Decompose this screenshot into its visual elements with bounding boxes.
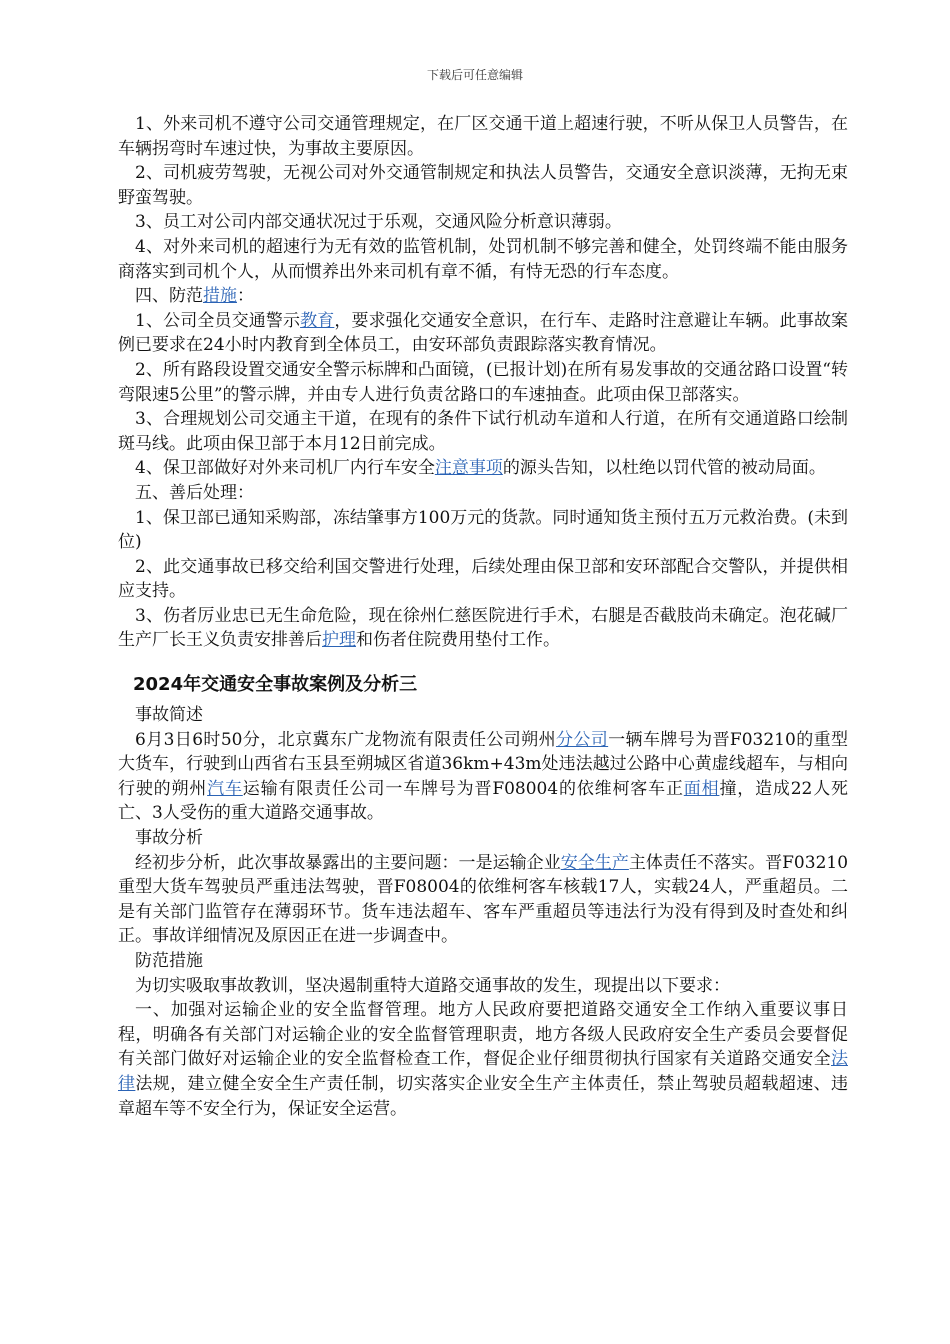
summary-text-c: 运输有限责任公司一车牌号为晋F08004的依维柯客车正 <box>242 778 684 799</box>
cause-2: 2、司机疲劳驾驶，无视公司对外交通管制规定和执法人员警告，交通安全意识淡薄，无拘无束野蛮驾驶。 <box>118 163 848 208</box>
link-nursing[interactable]: 护理 <box>322 630 356 651</box>
cause-1: 1、外来司机不遵守公司交通管理规定，在厂区交通干道上超速行驶，不听从保卫人员警告，在车辆拐弯时车速过快，为事故主要原因。 <box>118 114 848 159</box>
section-heading-prevention <box>118 284 848 309</box>
summary-text-b: 一辆车牌号为晋F03210的重型大货车，行驶到山西省右玉县至朔城区省道36km+43m处违法越过公路中心黄虚线超车，与相向行驶的朔州 <box>118 729 848 799</box>
section-heading-aftermath: 五、善后处理： <box>135 482 254 503</box>
aftermath-3 <box>118 604 848 653</box>
requirement-1-text-b: 法规，建立健全安全生产责任制，切实落实企业安全生产主体责任，禁止驾驶员超载超速、违章超车等不安全行为，保证安全运营。 <box>118 1073 848 1119</box>
subheading-prevention: 防范措施 <box>135 951 203 971</box>
summary-text-a: 6月3日6时50分，北京冀东广龙物流有限责任公司朔州 <box>135 729 556 750</box>
summary-paragraph <box>118 728 848 826</box>
aftermath-2: 2、此交通事故已移交给利国交警进行处理，后续处理由保卫部和安环部配合交警队，并提供相应支持。 <box>118 556 848 602</box>
link-branch-company[interactable]: 分公司 <box>555 729 609 750</box>
measure-4 <box>118 456 848 481</box>
heading-colon: ： <box>237 286 254 307</box>
cause-3: 3、员工对公司内部交通状况过于乐观，交通风险分析意识薄弱。 <box>135 212 622 233</box>
link-education[interactable]: 教育 <box>300 310 335 331</box>
measure-1-text-a: 1、公司全员交通警示 <box>135 310 301 331</box>
measure-2: 2、所有路段设置交通安全警示标牌和凸面镜，(已报计划)在所有易发事故的交通岔路口设置“转弯限速5公里”的警示牌，并由专人进行负责岔路口的车速抽查。此项由保卫部落实。 <box>118 359 848 405</box>
link-face[interactable]: 面相 <box>683 778 720 799</box>
analysis-paragraph <box>118 851 848 949</box>
link-law[interactable]: 法律 <box>118 1049 848 1094</box>
measure-4-text-b: 的源头告知，以杜绝以罚代管的被动局面。 <box>502 458 826 479</box>
case-title: 2024年交通安全事故案例及分析三 <box>133 674 418 696</box>
link-measures[interactable]: 措施 <box>203 286 237 307</box>
heading-text: 四、防范 <box>135 286 203 307</box>
analysis-text-b: 主体责任不落实。晋F03210重型大货车驾驶员严重违法驾驶，晋F08004的依维柯客车核载17人，实载24人，严重超员。二是有关部门监管存在薄弱环节。货车违法超车、客车严重超员等违法行为没有得到及时查处和纠正。事故详细情况及原因正在进一步调查中。 <box>118 852 849 947</box>
requirements-intro: 为切实吸取事故教训，坚决遏制重特大道路交通事故的发生，现提出以下要求： <box>135 975 730 996</box>
page-header: 下载后可任意编辑 <box>426 68 523 82</box>
aftermath-3-text-a: 3、伤者厉业忠已无生命危险，现在徐州仁慈医院进行手术，右腿是否截肢尚未确定。泡花碱厂生产厂长王义负责安排善后 <box>118 605 848 651</box>
measure-3: 3、合理规划公司交通主干道，在现有的条件下试行机动车道和人行道，在所有交通道路口绘制斑马线。此项由保卫部于本月12日前完成。 <box>118 409 848 454</box>
analysis-text-a: 经初步分析，此次事故暴露出的主要问题：一是运输企业 <box>135 852 561 873</box>
summary-text-d: 撞，造成22人死亡、3人受伤的重大道路交通事故。 <box>118 778 849 824</box>
aftermath-1: 1、保卫部已通知采购部，冻结肇事方100万元的货款。同时通知货主预付五万元救治费。(未到位) <box>118 507 848 553</box>
document-body <box>118 112 848 1121</box>
link-precautions[interactable]: 注意事项 <box>434 458 503 479</box>
aftermath-3-text-b: 和伤者住院费用垫付工作。 <box>356 630 560 651</box>
cause-4: 4、对外来司机的超速行为无有效的监管机制，处罚机制不够完善和健全，处罚终端不能由服务商落实到司机个人，从而惯养出外来司机有章不循，有恃无恐的行车态度。 <box>118 236 848 282</box>
subheading-summary: 事故简述 <box>135 705 203 726</box>
measure-4-text-a: 4、保卫部做好对外来司机厂内行车安全 <box>135 458 435 479</box>
requirement-1 <box>118 998 848 1121</box>
subheading-analysis: 事故分析 <box>135 828 203 849</box>
measure-1-text-b: ，要求强化交通安全意识，在行车、走路时注意避让车辆。此事故案例已要求在24小时内教育到全体员工，由安环部负责跟踪落实教育情况。 <box>118 310 849 356</box>
requirement-1-text-a: 一、加强对运输企业的安全监督管理。地方人民政府要把道路交通安全工作纳入重要议事日程，明确各有关部门对运输企业的安全监督管理职责，地方各级人民政府安全生产委员会要督促有关部门做好对运输企业的安全监督检查工作，督促企业仔细贯彻执行国家有关道路交通安全 <box>118 1000 848 1070</box>
link-safety-production[interactable]: 安全生产 <box>560 852 629 873</box>
link-automobile[interactable]: 汽车 <box>207 778 243 799</box>
measure-1 <box>118 309 848 358</box>
